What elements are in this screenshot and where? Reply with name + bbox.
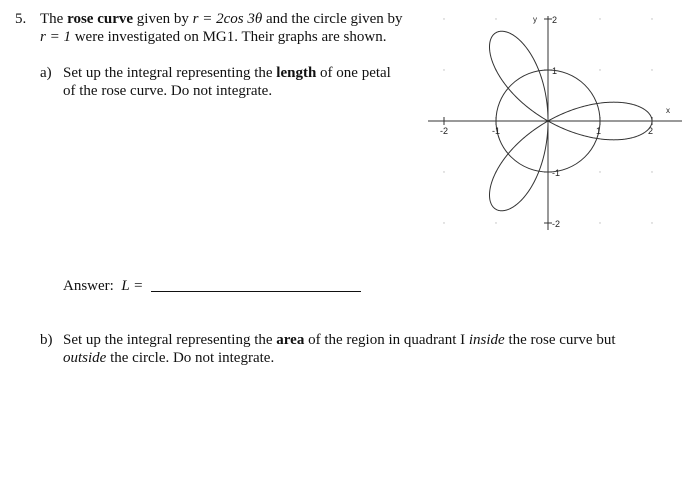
rose-equation: r = 2cos 3θ (192, 11, 263, 27)
axes (428, 16, 682, 230)
grid-dot (599, 18, 600, 19)
y-tick-label: 1 (552, 66, 558, 76)
x-tick-label: -2 (440, 126, 449, 136)
x-tick-label: -1 (492, 126, 501, 136)
y-tick-label: -1 (552, 168, 561, 178)
grid-dot (599, 171, 600, 172)
grid-dot (495, 222, 496, 223)
grid-dot (651, 18, 652, 19)
circle-equation: r = 1 (40, 29, 71, 45)
answer-label: Answer: L = (63, 278, 144, 294)
grid-dot (651, 222, 652, 223)
outside-term: outside (63, 350, 107, 366)
y-tick-label: -2 (552, 219, 561, 229)
ticks (440, 15, 670, 229)
grid-dot (599, 222, 600, 223)
area-term: area (276, 332, 305, 348)
part-b-label: b) (40, 332, 53, 348)
rose-curve-term: rose curve (67, 11, 134, 27)
part-b-line-2: outside the circle. Do not integrate. (63, 350, 275, 366)
grid-dot (443, 171, 444, 172)
grid-dot (495, 18, 496, 19)
grid-dot (443, 222, 444, 223)
polar-graph (420, 8, 690, 238)
x-tick-label: 1 (596, 126, 602, 136)
part-a-label: a) (40, 65, 52, 81)
x-tick-label: 2 (648, 126, 654, 136)
grid-dot (443, 18, 444, 19)
grid-dot (599, 69, 600, 70)
grid-dot (651, 171, 652, 172)
part-a-line-1: Set up the integral representing the length of one petal (63, 65, 391, 81)
problem-line-1: The rose curve given by r = 2cos 3θ and the circle given by (40, 11, 403, 27)
part-b-line-1: Set up the integral representing the area of the region in quadrant I inside the rose curve but (63, 332, 616, 348)
problem-line-2: r = 1 were investigated on MG1. Their graphs are shown. (40, 29, 387, 45)
inside-term: inside (468, 332, 505, 348)
answer-blank-line[interactable] (151, 291, 361, 292)
grid-dot (651, 69, 652, 70)
y-axis-label: y (533, 15, 537, 24)
answer-variable: L = (121, 278, 144, 294)
y-tick-label: 2 (552, 15, 558, 25)
problem-number: 5. (15, 11, 27, 27)
x-axis-label: x (666, 106, 670, 115)
length-term: length (276, 65, 317, 81)
part-a-line-2: of the rose curve. Do not integrate. (63, 83, 273, 99)
grid-dot (443, 69, 444, 70)
